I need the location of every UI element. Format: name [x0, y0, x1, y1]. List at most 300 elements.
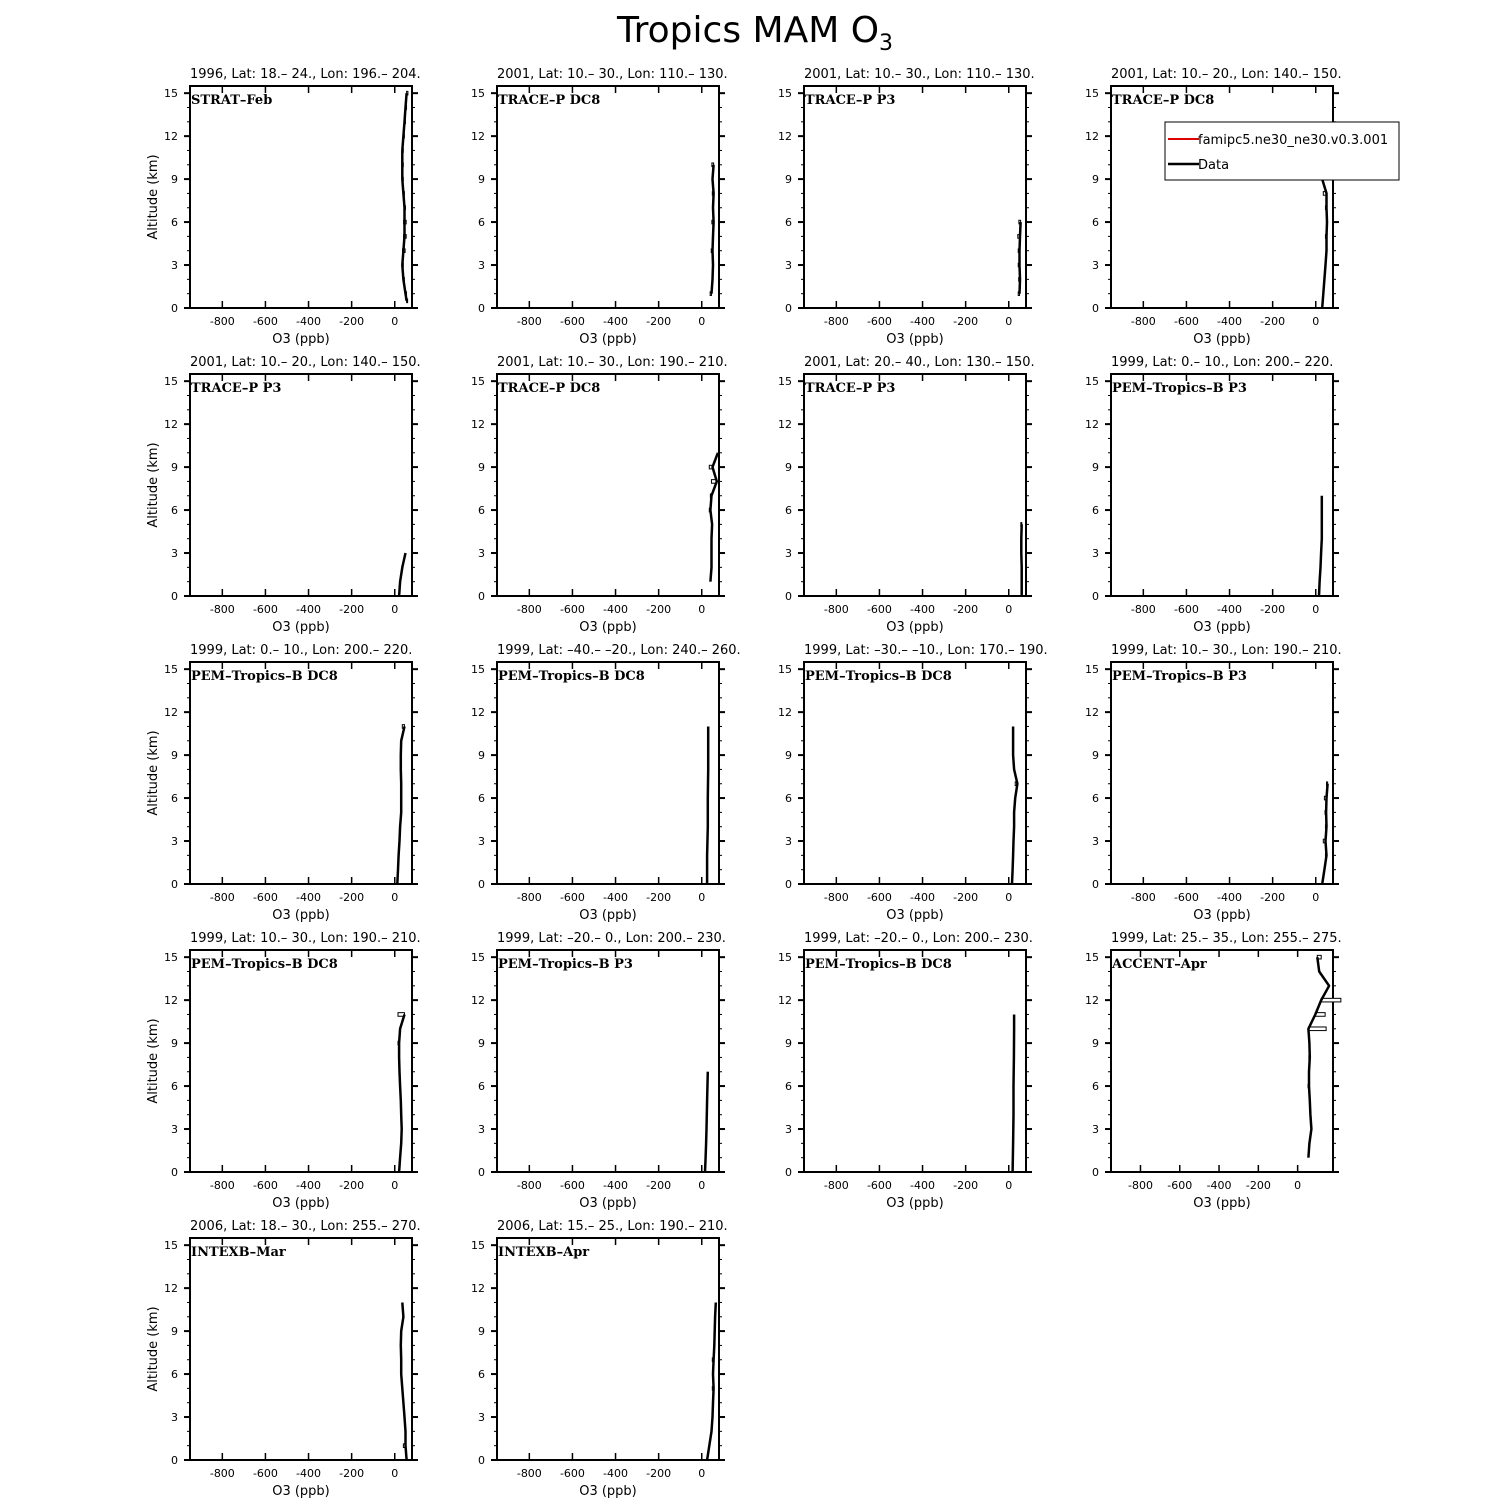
- y-tick-label: 0: [171, 1166, 178, 1179]
- plot-frame: [804, 950, 1026, 1172]
- y-tick-label: 0: [478, 878, 485, 891]
- y-tick-label: 9: [171, 1325, 178, 1339]
- profile-panel-5: [146, 355, 421, 635]
- y-tick-label: 9: [171, 461, 178, 475]
- y-tick-label: 6: [478, 1080, 485, 1094]
- panel-header: 1999, Lat: 25.– 35., Lon: 255.– 275.: [1111, 931, 1342, 946]
- x-tick-label: -200: [646, 1467, 672, 1480]
- panel-header: 2001, Lat: 10.– 20., Lon: 140.– 150.: [190, 355, 421, 370]
- y-tick-label: 6: [478, 504, 485, 518]
- x-tick-label: -600: [1173, 603, 1199, 616]
- x-tick-label: 0: [698, 603, 706, 616]
- x-tick-label: -400: [1206, 1179, 1232, 1192]
- profile-panel-11: [778, 643, 1048, 923]
- y-tick-label: 6: [478, 1368, 485, 1382]
- profile-panel-16: [1085, 931, 1342, 1211]
- y-tick-label: 6: [1092, 792, 1099, 806]
- y-tick-label: 6: [171, 792, 178, 806]
- x-tick-label: -800: [1130, 315, 1156, 328]
- y-tick-label: 9: [1092, 173, 1099, 187]
- plot-frame: [190, 950, 412, 1172]
- y-tick-label: 3: [171, 547, 178, 561]
- panel-header: 2006, Lat: 18.– 30., Lon: 255.– 270.: [190, 1219, 421, 1234]
- legend-label: famipc5.ne30_ne30.v0.3.001: [1198, 133, 1389, 148]
- profile-panel-9: [146, 643, 418, 923]
- x-tick-label: -200: [953, 891, 979, 904]
- y-axis-label: Altitude (km): [146, 1018, 161, 1104]
- x-tick-label: 0: [1312, 891, 1320, 904]
- x-tick-label: -400: [603, 891, 629, 904]
- panel-header: 1999, Lat: –30.– –10., Lon: 170.– 190.: [804, 643, 1048, 658]
- plot-frame: [1111, 950, 1333, 1172]
- profile-line-data: [1321, 165, 1327, 308]
- y-tick-label: 6: [1092, 504, 1099, 518]
- x-axis-label: O3 (ppb): [272, 908, 330, 923]
- y-tick-label: 15: [471, 87, 485, 101]
- x-tick-label: 0: [1005, 891, 1013, 904]
- profile-line-data: [1012, 727, 1017, 885]
- y-tick-label: 9: [785, 749, 792, 763]
- panel-header: 2001, Lat: 10.– 30., Lon: 110.– 130.: [804, 67, 1035, 82]
- x-axis-label: O3 (ppb): [579, 332, 637, 347]
- campaign-label: PEM–Tropics–B P3: [1112, 381, 1247, 396]
- plot-frame: [1111, 86, 1333, 308]
- y-tick-label: 15: [164, 663, 178, 677]
- y-tick-label: 9: [171, 1037, 178, 1051]
- y-tick-label: 12: [471, 994, 485, 1008]
- y-tick-label: 0: [1092, 590, 1099, 603]
- campaign-label: TRACE–P DC8: [498, 93, 601, 108]
- y-tick-label: 9: [478, 749, 485, 763]
- campaign-label: PEM–Tropics–B DC8: [805, 957, 952, 972]
- y-tick-label: 9: [1092, 1037, 1099, 1051]
- x-tick-label: -800: [209, 1179, 235, 1192]
- x-tick-label: -800: [516, 1467, 542, 1480]
- profile-line-data: [707, 727, 708, 885]
- y-tick-label: 6: [478, 792, 485, 806]
- panel-header: 1999, Lat: 0.– 10., Lon: 200.– 220.: [1111, 355, 1334, 370]
- plot-frame: [1111, 374, 1333, 596]
- x-tick-label: -600: [252, 603, 278, 616]
- y-tick-label: 6: [171, 1368, 178, 1382]
- y-tick-label: 15: [164, 1239, 178, 1253]
- x-tick-label: 0: [391, 1179, 399, 1192]
- x-axis-label: O3 (ppb): [579, 1196, 637, 1211]
- x-tick-label: -400: [296, 1467, 322, 1480]
- plot-frame: [497, 374, 719, 596]
- panel-header: 2006, Lat: 15.– 25., Lon: 190.– 210.: [497, 1219, 728, 1234]
- figure-title-text: Tropics MAM O: [616, 10, 880, 51]
- x-tick-label: -800: [823, 315, 849, 328]
- panel-header: 2001, Lat: 10.– 20., Lon: 140.– 150.: [1111, 67, 1342, 82]
- y-tick-label: 3: [478, 1411, 485, 1425]
- x-tick-label: -400: [296, 603, 322, 616]
- x-tick-label: -200: [339, 891, 365, 904]
- x-tick-label: -200: [339, 603, 365, 616]
- profile-line-data: [705, 1072, 708, 1172]
- x-tick-label: -400: [1217, 603, 1243, 616]
- campaign-label: INTEXB–Apr: [498, 1245, 590, 1260]
- panel-header: 2001, Lat: 20.– 40., Lon: 130.– 150.: [804, 355, 1035, 370]
- x-tick-label: -400: [910, 603, 936, 616]
- profile-panel-7: [778, 355, 1035, 635]
- plot-frame: [1111, 662, 1333, 884]
- panel-header: 1999, Lat: –40.– –20., Lon: 240.– 260.: [497, 643, 741, 658]
- y-tick-label: 12: [1085, 994, 1099, 1008]
- profile-panel-15: [778, 931, 1033, 1211]
- x-tick-label: -400: [603, 1179, 629, 1192]
- x-tick-label: -600: [252, 315, 278, 328]
- y-tick-label: 0: [1092, 302, 1099, 315]
- panel-header: 1999, Lat: –20.– 0., Lon: 200.– 230.: [497, 931, 726, 946]
- y-tick-label: 0: [785, 302, 792, 315]
- x-tick-label: -400: [1217, 891, 1243, 904]
- x-tick-label: 0: [698, 891, 706, 904]
- y-tick-label: 6: [785, 504, 792, 518]
- panel-header: 2001, Lat: 10.– 30., Lon: 110.– 130.: [497, 67, 728, 82]
- x-tick-label: -200: [1245, 1179, 1271, 1192]
- x-tick-label: -200: [1260, 891, 1286, 904]
- y-tick-label: 0: [478, 1166, 485, 1179]
- x-tick-label: -200: [646, 891, 672, 904]
- x-tick-label: -800: [516, 891, 542, 904]
- x-tick-label: -800: [516, 1179, 542, 1192]
- profile-panel-10: [471, 643, 741, 923]
- x-tick-label: -600: [252, 1179, 278, 1192]
- x-tick-label: -400: [910, 315, 936, 328]
- y-tick-label: 3: [785, 1123, 792, 1137]
- x-tick-label: 0: [391, 1467, 399, 1480]
- y-tick-label: 0: [785, 590, 792, 603]
- y-tick-label: 0: [478, 302, 485, 315]
- campaign-label: TRACE–P DC8: [498, 381, 601, 396]
- x-tick-label: 0: [698, 1467, 706, 1480]
- profile-panel-12: [1085, 643, 1342, 923]
- y-tick-label: 0: [785, 1166, 792, 1179]
- campaign-label: TRACE–P P3: [191, 381, 282, 396]
- x-tick-label: -600: [866, 603, 892, 616]
- x-axis-label: O3 (ppb): [579, 620, 637, 635]
- x-tick-label: -400: [296, 315, 322, 328]
- y-tick-label: 0: [171, 878, 178, 891]
- panel-header: 1999, Lat: –20.– 0., Lon: 200.– 230.: [804, 931, 1033, 946]
- x-tick-label: -200: [1260, 315, 1286, 328]
- campaign-label: INTEXB–Mar: [191, 1245, 286, 1260]
- x-axis-label: O3 (ppb): [272, 1196, 330, 1211]
- profile-panel-13: [146, 931, 421, 1211]
- y-tick-label: 6: [171, 216, 178, 230]
- y-tick-label: 15: [1085, 87, 1099, 101]
- x-tick-label: -800: [823, 891, 849, 904]
- y-tick-label: 15: [164, 951, 178, 965]
- plot-frame: [190, 374, 412, 596]
- x-tick-label: 0: [1005, 1179, 1013, 1192]
- y-tick-label: 12: [164, 1282, 178, 1296]
- x-tick-label: 0: [391, 891, 399, 904]
- x-tick-label: -800: [823, 1179, 849, 1192]
- x-tick-label: 0: [391, 315, 399, 328]
- x-tick-label: -600: [866, 1179, 892, 1192]
- y-tick-label: 15: [778, 87, 792, 101]
- profile-line-data: [1020, 222, 1021, 294]
- campaign-label: TRACE–P P3: [805, 381, 896, 396]
- x-tick-label: -200: [646, 1179, 672, 1192]
- x-tick-label: -400: [603, 1467, 629, 1480]
- x-tick-label: -800: [516, 315, 542, 328]
- profile-line-data: [710, 453, 718, 582]
- error-bar: [1308, 1027, 1326, 1031]
- y-tick-label: 12: [471, 418, 485, 432]
- x-tick-label: -200: [953, 603, 979, 616]
- campaign-label: PEM–Tropics–B DC8: [191, 957, 338, 972]
- x-tick-label: -600: [866, 891, 892, 904]
- profile-line-data: [707, 1303, 716, 1461]
- y-tick-label: 6: [478, 216, 485, 230]
- y-tick-label: 15: [1085, 951, 1099, 965]
- y-tick-label: 9: [478, 461, 485, 475]
- profile-panel-3: [778, 67, 1035, 347]
- y-tick-label: 3: [785, 835, 792, 849]
- x-tick-label: -600: [1167, 1179, 1193, 1192]
- x-axis-label: O3 (ppb): [1193, 1196, 1251, 1211]
- y-tick-label: 9: [785, 1037, 792, 1051]
- x-axis-label: O3 (ppb): [1193, 908, 1251, 923]
- profile-panel-14: [471, 931, 726, 1211]
- y-tick-label: 3: [1092, 547, 1099, 561]
- x-tick-label: 0: [1312, 603, 1320, 616]
- figure-title-subscript: 3: [879, 31, 894, 57]
- y-tick-label: 0: [478, 1454, 485, 1467]
- y-tick-label: 12: [1085, 130, 1099, 144]
- profile-panel-6: [471, 355, 728, 635]
- y-tick-label: 15: [471, 375, 485, 389]
- x-tick-label: -400: [296, 1179, 322, 1192]
- x-axis-label: O3 (ppb): [886, 908, 944, 923]
- profile-panel-8: [1085, 355, 1339, 635]
- y-tick-label: 3: [478, 835, 485, 849]
- x-tick-label: -600: [252, 891, 278, 904]
- x-axis-label: O3 (ppb): [272, 1484, 330, 1499]
- y-tick-label: 6: [1092, 1080, 1099, 1094]
- y-tick-label: 12: [778, 994, 792, 1008]
- y-tick-label: 9: [478, 1037, 485, 1051]
- panel-header: 1999, Lat: 10.– 30., Lon: 190.– 210.: [190, 931, 421, 946]
- y-tick-label: 3: [171, 259, 178, 273]
- y-tick-label: 6: [785, 216, 792, 230]
- x-tick-label: -800: [209, 1467, 235, 1480]
- y-tick-label: 3: [171, 835, 178, 849]
- panel-header: 1999, Lat: 10.– 30., Lon: 190.– 210.: [1111, 643, 1342, 658]
- error-bar: [1321, 998, 1341, 1002]
- x-tick-label: 0: [1005, 603, 1013, 616]
- x-tick-label: -400: [603, 315, 629, 328]
- x-tick-label: 0: [698, 1179, 706, 1192]
- profile-line-data: [1319, 496, 1322, 596]
- y-tick-label: 9: [1092, 749, 1099, 763]
- x-tick-label: -200: [339, 1467, 365, 1480]
- x-tick-label: -400: [910, 1179, 936, 1192]
- y-tick-label: 12: [1085, 418, 1099, 432]
- x-tick-label: -600: [559, 1467, 585, 1480]
- y-tick-label: 6: [785, 792, 792, 806]
- x-tick-label: -800: [209, 315, 235, 328]
- x-axis-label: O3 (ppb): [579, 908, 637, 923]
- plot-frame: [497, 86, 719, 308]
- y-tick-label: 0: [171, 302, 178, 315]
- profile-panel-18: [471, 1219, 728, 1499]
- profile-line-data: [397, 727, 404, 885]
- profile-line-data: [399, 1015, 404, 1173]
- y-tick-label: 15: [471, 663, 485, 677]
- x-tick-label: 0: [391, 603, 399, 616]
- y-tick-label: 9: [171, 173, 178, 187]
- x-tick-label: 0: [698, 315, 706, 328]
- y-tick-label: 15: [778, 375, 792, 389]
- y-tick-label: 3: [1092, 835, 1099, 849]
- x-tick-label: -400: [910, 891, 936, 904]
- profile-line-data: [1013, 1015, 1015, 1173]
- legend-label: Data: [1198, 158, 1230, 173]
- y-tick-label: 3: [478, 547, 485, 561]
- y-tick-label: 9: [785, 461, 792, 475]
- y-axis-label: Altitude (km): [146, 154, 161, 240]
- y-tick-label: 15: [1085, 663, 1099, 677]
- y-tick-label: 12: [164, 130, 178, 144]
- plot-frame: [497, 950, 719, 1172]
- x-tick-label: -800: [1130, 891, 1156, 904]
- x-axis-label: O3 (ppb): [1193, 620, 1251, 635]
- panel-header: 2001, Lat: 10.– 30., Lon: 190.– 210.: [497, 355, 728, 370]
- y-tick-label: 9: [785, 173, 792, 187]
- x-tick-label: -600: [559, 1179, 585, 1192]
- campaign-label: PEM–Tropics–B DC8: [498, 669, 645, 684]
- plot-frame: [190, 662, 412, 884]
- y-tick-label: 6: [1092, 216, 1099, 230]
- x-tick-label: -800: [823, 603, 849, 616]
- y-tick-label: 12: [471, 130, 485, 144]
- x-tick-label: -200: [339, 315, 365, 328]
- y-tick-label: 9: [478, 1325, 485, 1339]
- campaign-label: TRACE–P DC8: [1112, 93, 1215, 108]
- y-tick-label: 15: [778, 951, 792, 965]
- x-tick-label: -200: [953, 315, 979, 328]
- panel-header: 1999, Lat: 0.– 10., Lon: 200.– 220.: [190, 643, 413, 658]
- panel-header: 1996, Lat: 18.– 24., Lon: 196.– 204.: [190, 67, 421, 82]
- y-tick-label: 15: [778, 663, 792, 677]
- campaign-label: TRACE–P P3: [805, 93, 896, 108]
- x-tick-label: -800: [516, 603, 542, 616]
- x-tick-label: -600: [559, 891, 585, 904]
- y-tick-label: 15: [471, 951, 485, 965]
- profile-line-data: [401, 1303, 407, 1461]
- y-axis-label: Altitude (km): [146, 730, 161, 816]
- x-tick-label: -400: [1217, 315, 1243, 328]
- y-tick-label: 12: [164, 418, 178, 432]
- y-tick-label: 12: [778, 130, 792, 144]
- x-tick-label: -600: [559, 315, 585, 328]
- profile-panel-1: [146, 67, 421, 347]
- x-axis-label: O3 (ppb): [1193, 332, 1251, 347]
- y-axis-label: Altitude (km): [146, 442, 161, 528]
- profile-line-data: [399, 553, 405, 596]
- profile-panel-2: [471, 67, 728, 347]
- y-tick-label: 9: [1092, 461, 1099, 475]
- x-tick-label: -600: [1173, 315, 1199, 328]
- y-tick-label: 3: [478, 1123, 485, 1137]
- x-tick-label: -600: [252, 1467, 278, 1480]
- y-tick-label: 15: [471, 1239, 485, 1253]
- campaign-label: ACCENT–Apr: [1112, 957, 1207, 972]
- y-tick-label: 0: [1092, 1166, 1099, 1179]
- y-tick-label: 0: [171, 1454, 178, 1467]
- campaign-label: PEM–Tropics–B DC8: [805, 669, 952, 684]
- x-tick-label: -200: [953, 1179, 979, 1192]
- x-tick-label: -200: [646, 603, 672, 616]
- y-tick-label: 6: [171, 504, 178, 518]
- y-tick-label: 3: [785, 259, 792, 273]
- plot-frame: [497, 1238, 719, 1460]
- y-tick-label: 3: [1092, 259, 1099, 273]
- x-tick-label: -200: [646, 315, 672, 328]
- x-axis-label: O3 (ppb): [272, 620, 330, 635]
- plot-frame: [497, 662, 719, 884]
- x-tick-label: -800: [209, 603, 235, 616]
- x-tick-label: -600: [866, 315, 892, 328]
- y-tick-label: 6: [785, 1080, 792, 1094]
- x-tick-label: -200: [339, 1179, 365, 1192]
- profile-panel-4: [1085, 67, 1399, 347]
- y-tick-label: 15: [1085, 375, 1099, 389]
- x-tick-label: 0: [1005, 315, 1013, 328]
- x-tick-label: 0: [1294, 1179, 1302, 1192]
- y-tick-label: 12: [471, 1282, 485, 1296]
- x-axis-label: O3 (ppb): [886, 332, 944, 347]
- y-tick-label: 3: [1092, 1123, 1099, 1137]
- y-tick-label: 12: [164, 994, 178, 1008]
- y-tick-label: 9: [478, 173, 485, 187]
- x-tick-label: -800: [1130, 603, 1156, 616]
- x-axis-label: O3 (ppb): [886, 620, 944, 635]
- y-tick-label: 6: [171, 1080, 178, 1094]
- x-tick-label: -400: [603, 603, 629, 616]
- y-tick-label: 12: [1085, 706, 1099, 720]
- x-tick-label: -400: [296, 891, 322, 904]
- y-tick-label: 3: [785, 547, 792, 561]
- x-tick-label: -800: [1127, 1179, 1153, 1192]
- y-axis-label: Altitude (km): [146, 1306, 161, 1392]
- campaign-label: PEM–Tropics–B DC8: [191, 669, 338, 684]
- y-tick-label: 3: [171, 1411, 178, 1425]
- plot-frame: [190, 86, 412, 308]
- y-tick-label: 0: [1092, 878, 1099, 891]
- profile-line-data: [712, 165, 714, 294]
- campaign-label: STRAT–Feb: [191, 93, 273, 108]
- x-axis-label: O3 (ppb): [272, 332, 330, 347]
- profile-line-data: [402, 93, 406, 301]
- plot-frame: [804, 662, 1026, 884]
- y-tick-label: 12: [471, 706, 485, 720]
- legend: [1165, 122, 1399, 180]
- profile-panel-17: [146, 1219, 421, 1499]
- y-tick-label: 12: [778, 418, 792, 432]
- plot-frame: [804, 374, 1026, 596]
- plot-frame: [190, 1238, 412, 1460]
- y-tick-label: 0: [171, 590, 178, 603]
- y-tick-label: 15: [164, 87, 178, 101]
- y-tick-label: 12: [164, 706, 178, 720]
- x-tick-label: 0: [1312, 315, 1320, 328]
- y-tick-label: 3: [171, 1123, 178, 1137]
